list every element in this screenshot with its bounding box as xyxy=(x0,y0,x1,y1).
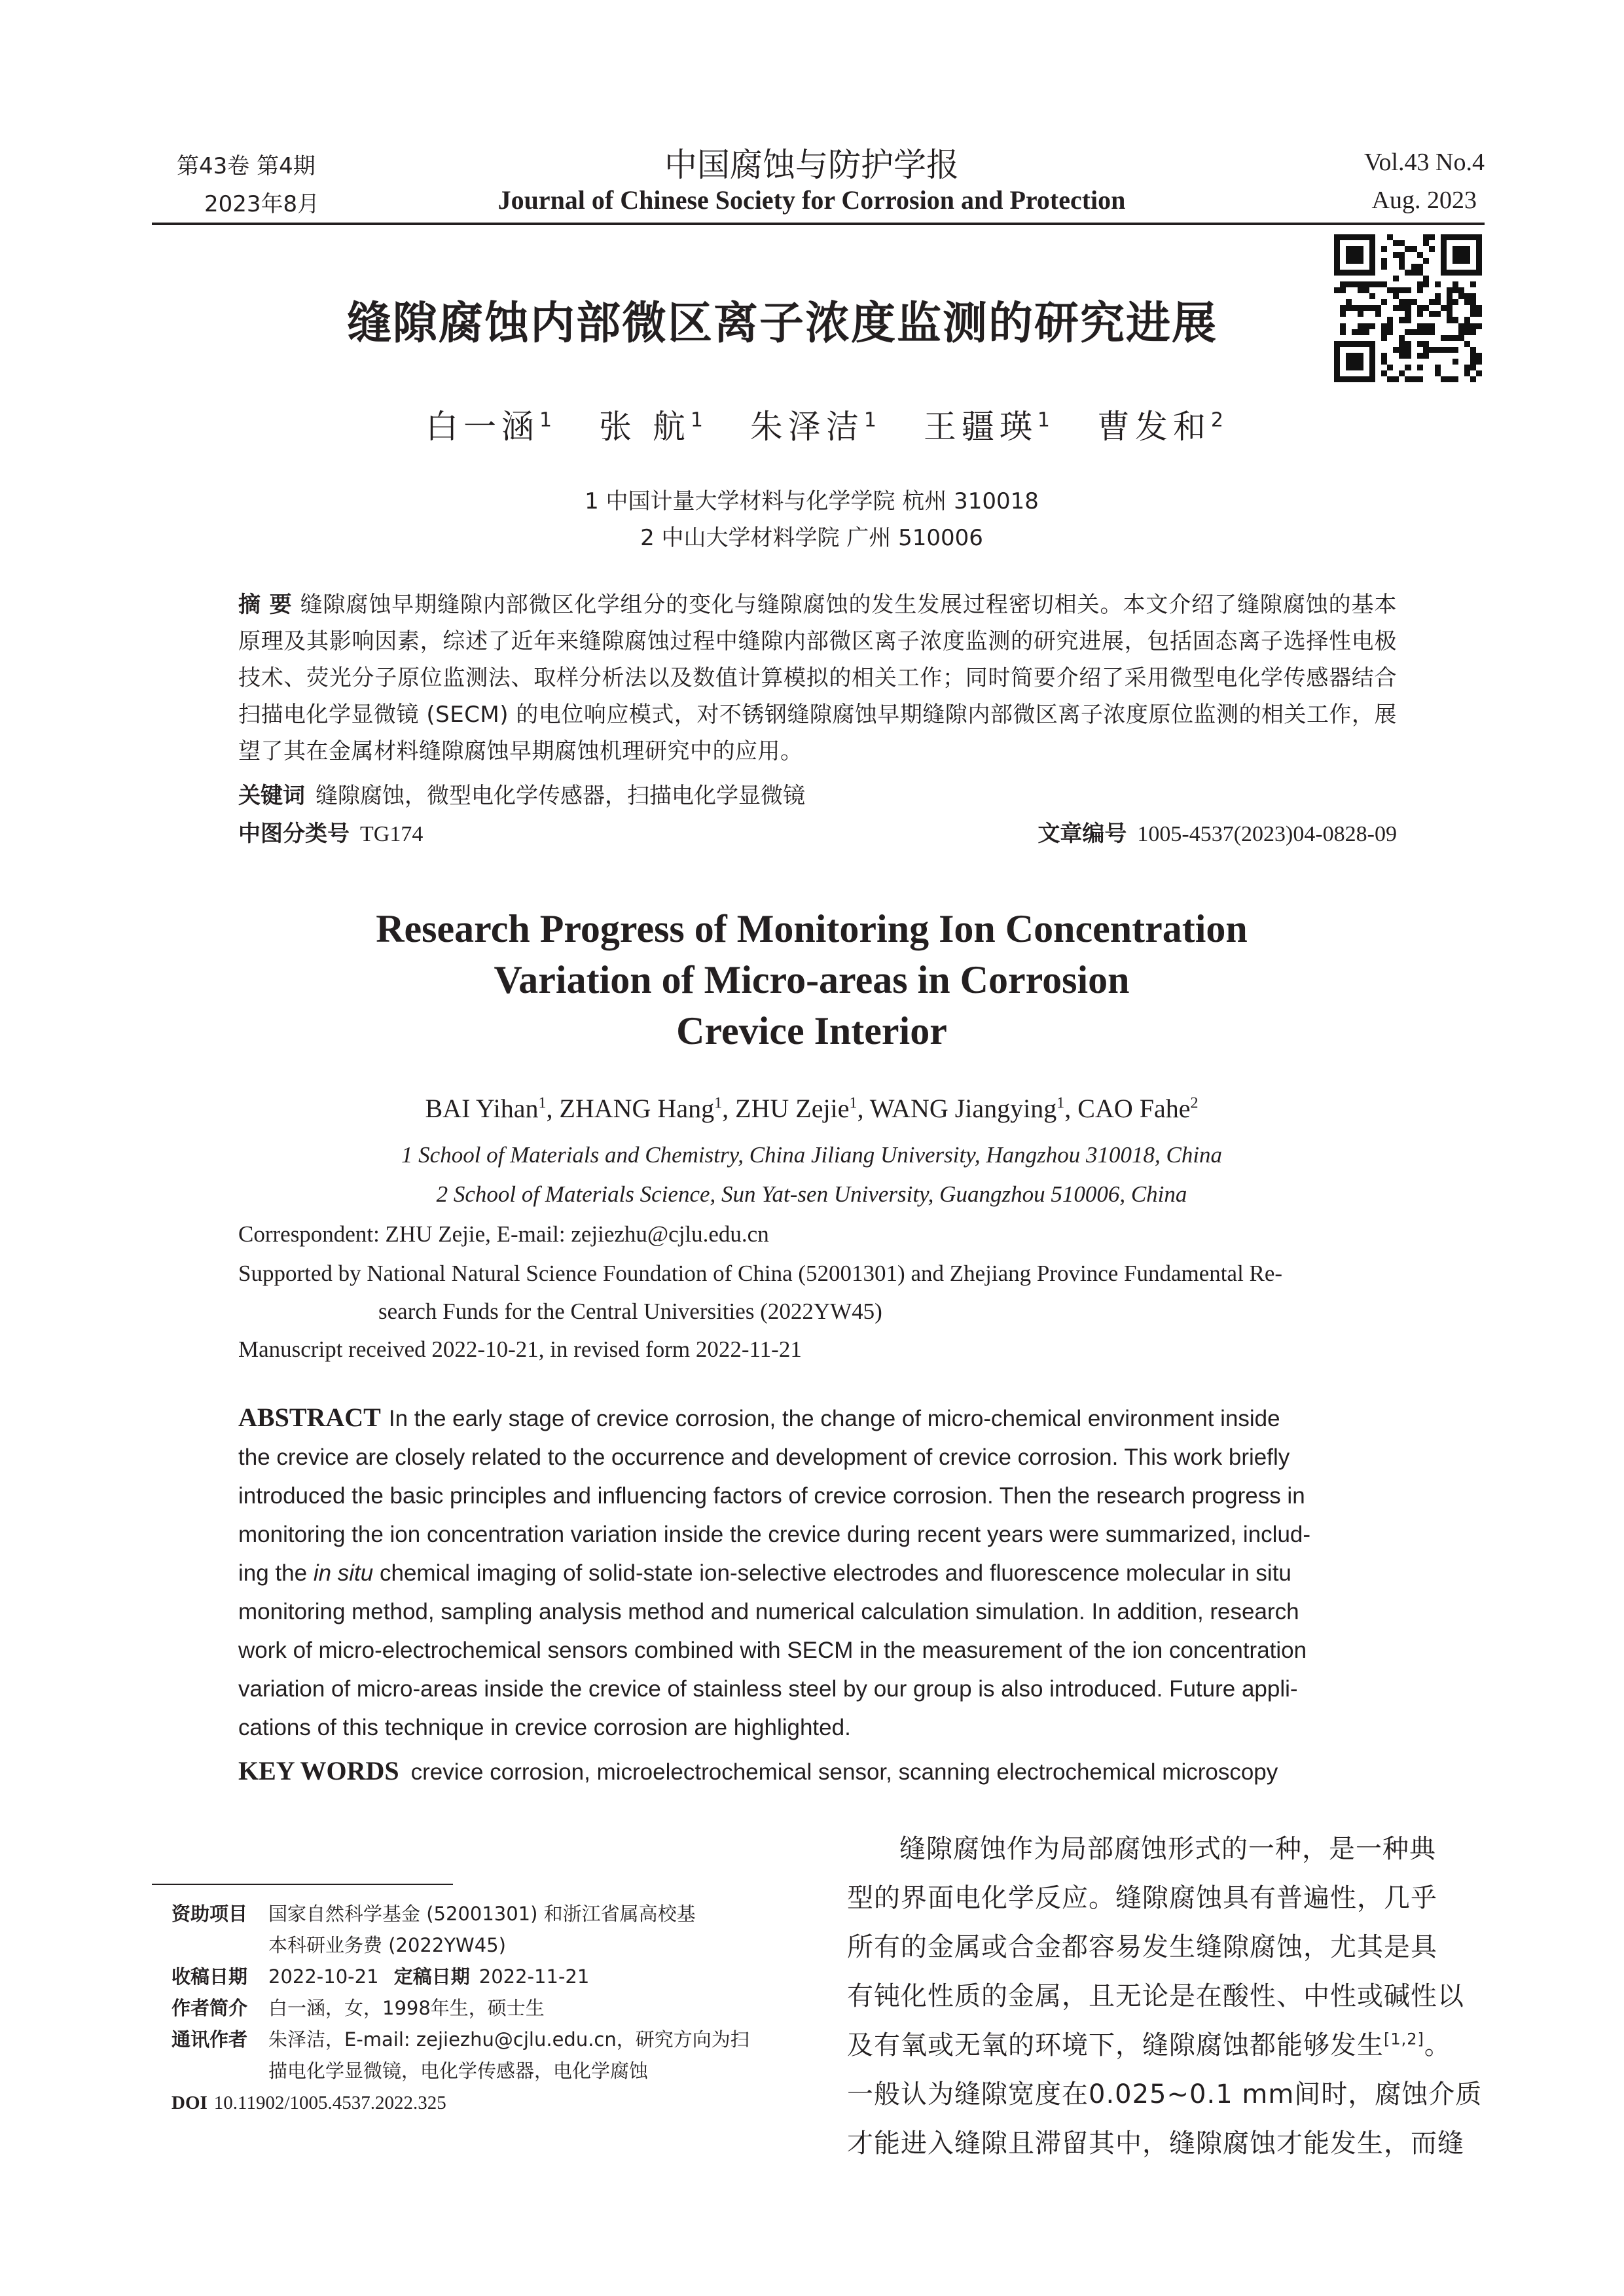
authors-zh xyxy=(425,401,1229,448)
abstract-zh-text: 缝隙腐蚀早期缝隙内部微区化学组分的变化与缝隙腐蚀的发生发展过程密切相关。本文介绍了缝隙腐蚀的基本原理及其影响因素，综述了近年来缝隙腐蚀过程中缝隙内部微区离子浓度监测的研究进展，包括固态离子选择性电极技术、荧光分子原位监测法、取样分析法以及数值计算模拟的相关工作；同时简要介绍了采用微型电化学传感器结合扫描电化学显微镜 (SECM) 的电位响应模式，对不锈钢缝隙腐蚀早期缝隙内部微区离子浓度原位监测的相关工作，展望了其在金属材料缝隙腐蚀早期腐蚀机理研究中的应用。 xyxy=(238,592,1397,764)
journal-title-en: Journal of Chinese Society for Corrosion and Protection xyxy=(497,185,1126,215)
abstract-en: ABSTRACT In the early stage of crevice corrosion, the change of micro-chemical environment inside the crevice are closely related to the occurrence and development of crevice corrosion. This work briefly introduced the basic principles and influencing factors of crevice corrosion. Then the research progress in monitoring the ion concentration variation inside the crevice during recent years were summarized, includ- ing the in situ chemical imaging of solid-state ion-selective electrodes and fluorescence molecular in situ monitoring method, sampling analysis method and numerical calculation simulation. In addition, research work of micro-electrochemical sensors combined with SECM in the measurement of the ion concentration variation of micro-areas inside the crevice of stainless steel by our group is also introduced. Future appli- cations of this technique in crevice corrosion are highlighted. xyxy=(238,1403,1311,1740)
date-en: Aug. 2023 xyxy=(1371,187,1477,214)
citation-ref: [1,2] xyxy=(1384,2030,1424,2049)
keywords-zh: 关键词 缝隙腐蚀，微型电化学传感器，扫描电化学显微镜 xyxy=(238,783,805,809)
affiliation-zh-1: 1 中国计量大学材料与化学学院 杭州 310018 xyxy=(585,488,1039,514)
supported-by: Supported by National Natural Science Foundation of China (52001301) and Zhejiang Province Fundamental Re- xyxy=(238,1261,1283,1286)
authors-en: BAI Yihan$^1$, ZHANG Hang$^1$, ZHU Zejie$^1$, WANG Jiangying$^1$, CAO Fahe$^2$ xyxy=(425,1094,1199,1123)
volume-issue-en: Vol.43 No.4 xyxy=(1363,149,1485,176)
journal-title-zh: 中国腐蚀与防护学报 xyxy=(664,146,959,184)
abstract-zh-label: 摘 要 xyxy=(238,592,293,618)
abstract-zh xyxy=(238,586,1397,770)
abstract-en-label: ABSTRACT xyxy=(238,1403,381,1432)
supported-by-cont: search Funds for the Central Universities (2022YW45) xyxy=(378,1299,882,1324)
author-zh-2: 张 航$^1$ xyxy=(599,408,708,446)
author-zh-1: 白一涵$^1$ xyxy=(425,408,558,446)
affiliation-zh-2: 2 中山大学材料学院 广州 510006 xyxy=(640,525,983,551)
date-zh: 2023年8月 xyxy=(204,191,320,217)
manuscript-dates: Manuscript received 2022-10-21, in revised form 2022-11-21 xyxy=(238,1336,802,1362)
footnote-rule xyxy=(152,1884,453,1885)
article-number: 文章编号 1005-4537(2023)04-0828-09 xyxy=(1038,821,1397,847)
affiliation-en-2: 2 School of Materials Science, Sun Yat-sen University, Guangzhou 510006, China xyxy=(436,1181,1187,1207)
qr-code xyxy=(1334,234,1482,382)
title-zh: 缝隙腐蚀内部微区离子浓度监测的研究进展 xyxy=(347,298,1218,350)
header-rule xyxy=(152,223,1485,225)
author-zh-3: 朱泽洁$^1$ xyxy=(749,408,882,446)
footnote: 资助项目 国家自然科学基金 (52001301) 和浙江省属高校基 本科研业务费 (2022YW45) 收稿日期 2022-10-21 定稿日期 2022-11-21 作者简介 白一涵，女，1998年生，硕士生 通讯作者 朱泽洁，E-mail: zejiezhu@cjlu.edu.cn，研究方向为扫 描电化学显微镜，电化学传感器，电化学腐蚀 DOI 10.11902/1005.4537.2022.325 xyxy=(171,1903,749,2113)
clc-number: 中图分类号 TG174 xyxy=(238,821,424,847)
title-en: Research Progress of Monitoring Ion Concentration Variation of Micro-areas in Corrosion Crevice Interior xyxy=(376,907,1248,1052)
author-zh-4: 王疆瑛$^1$ xyxy=(923,408,1055,446)
affiliation-en-1: 1 School of Materials and Chemistry, China Jiliang University, Hangzhou 310018, China xyxy=(401,1142,1223,1168)
author-zh-5: 曹发和$^2$ xyxy=(1096,408,1229,446)
volume-issue-zh: 第43卷 第4期 xyxy=(177,153,316,179)
keywords-en: KEY WORDS crevice corrosion, microelectrochemical sensor, scanning electrochemical microscopy xyxy=(238,1756,1278,1785)
body-text-zh: 缝隙腐蚀作为局部腐蚀形式的一种，是一种典 型的界面电化学反应。缝隙腐蚀具有普遍性，几乎 所有的金属或合金都容易发生缝隙腐蚀，尤其是具 有钝化性质的金属，且无论是在酸性、中性或碱性以 及有氧或无氧的环境下，缝隙腐蚀都能够发生[1,2]。 一般认为缝隙宽度在0.025~0.1 mm间时，腐蚀介质 才能进入缝隙且滞留其中，缝隙腐蚀才能发生，而缝 xyxy=(847,1834,1483,2159)
correspondent-en: Correspondent: ZHU Zejie, E-mail: zejiezhu@cjlu.edu.cn xyxy=(238,1221,769,1247)
